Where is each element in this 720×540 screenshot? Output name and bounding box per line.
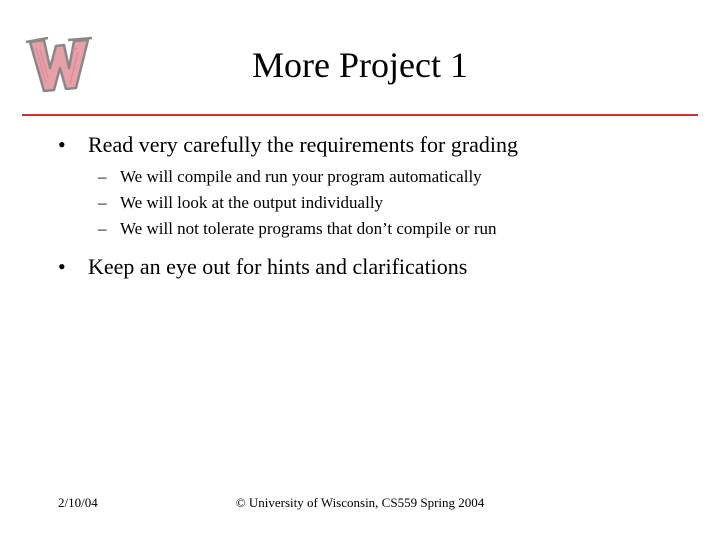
sub-bullet-text: We will not tolerate programs that don’t compile or run: [120, 219, 497, 238]
sub-bullet-list: [58, 164, 698, 242]
sub-bullet-glyph: –: [98, 219, 107, 238]
bullet-glyph: •: [58, 254, 66, 279]
footer-date: 2/10/04: [58, 495, 98, 510]
sub-bullet-text: We will compile and run your program automatically: [120, 167, 482, 186]
sub-bullet-item: [98, 164, 698, 190]
footer-copyright: © University of Wisconsin, CS559 Spring 2004: [235, 495, 485, 510]
bullet-item: [58, 130, 698, 160]
bullet-list: [58, 130, 698, 282]
bullet-glyph: •: [58, 132, 66, 157]
bullet-text: Keep an eye out for hints and clarifications: [88, 254, 468, 279]
sub-bullet-glyph: –: [98, 167, 107, 186]
sub-list-wrapper: [58, 164, 698, 242]
sub-bullet-glyph: –: [98, 193, 107, 212]
bullet-text: Read very carefully the requirements for grading: [88, 132, 519, 157]
title-divider: [22, 114, 698, 116]
slide-title: More Project 1: [252, 45, 468, 85]
sub-bullet-item: [98, 190, 698, 216]
sub-bullet-text: We will look at the output individually: [120, 193, 384, 212]
bullet-item: [58, 252, 698, 282]
sub-bullet-item: [98, 216, 698, 242]
